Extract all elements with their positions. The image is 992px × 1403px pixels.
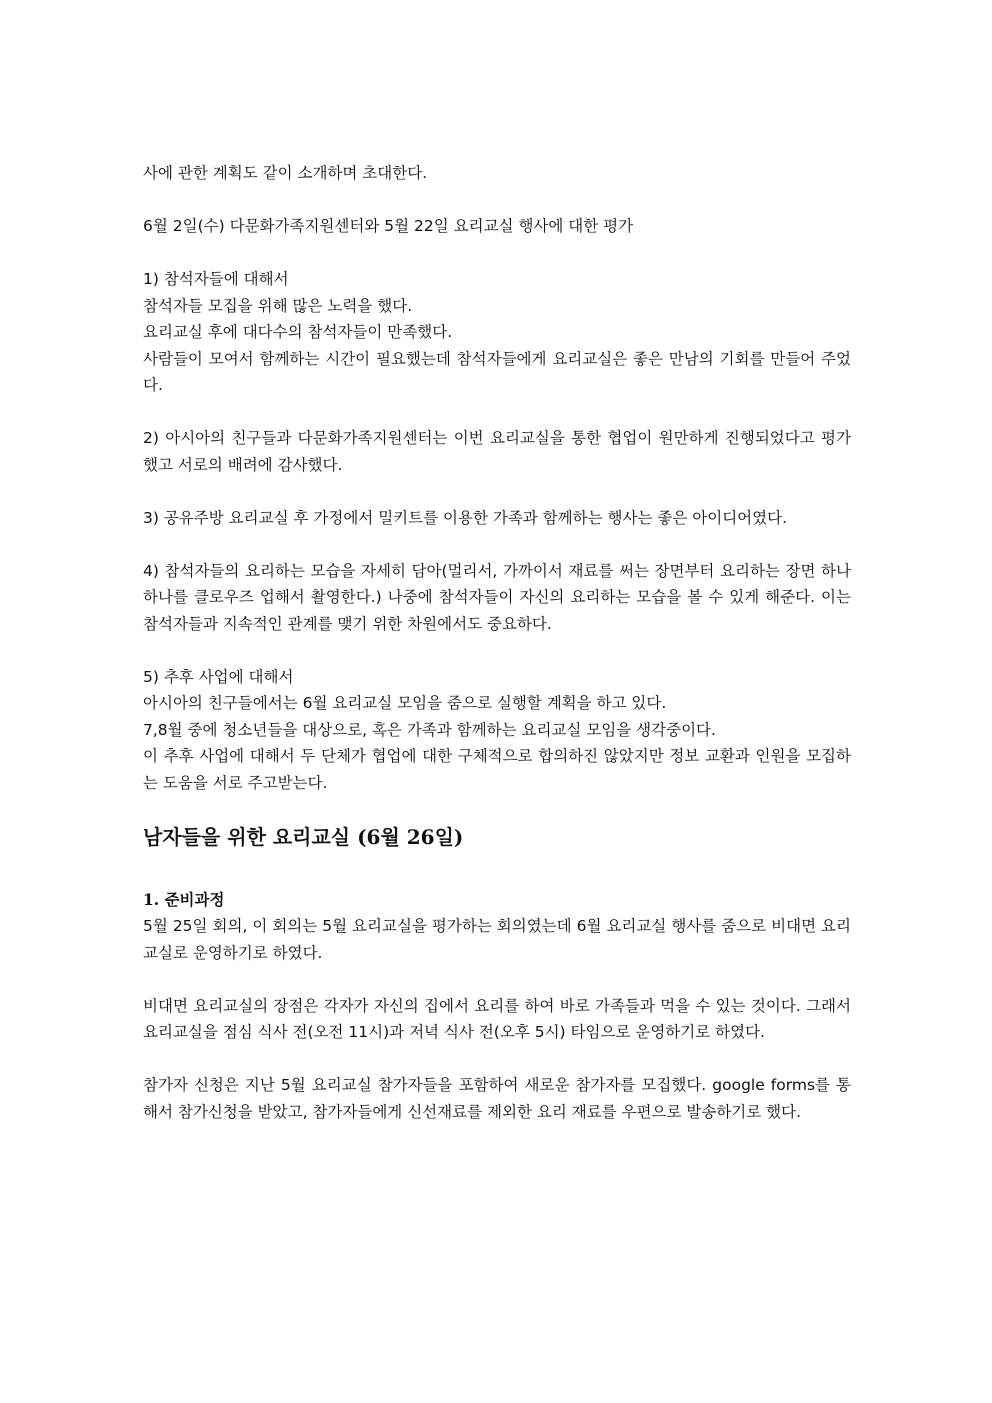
prep-paragraph: 5월 25일 회의, 이 회의는 5월 요리교실을 평가하는 회의였는데 6월 요리교실 행사를 줌으로 비대면 요리교실로 운영하기로 하였다.: [143, 917, 851, 962]
prep-paragraph: 참가자 신청은 지난 5월 요리교실 참가자들을 포함하여 새로운 참가자를 모집했다. google forms를 통해서 참가신청을 받았고, 참가자들에게 신선재료를 제외한 요리 재료를 우편으로 발송하기로 했다.: [143, 1076, 851, 1121]
section-mealkit: 3) 공유주방 요리교실 후 가정에서 밀키트를 이용한 가족과 함께하는 행사는 좋은 아이디어였다.: [143, 508, 788, 527]
section-future-line: 7,8월 중에 청소년들을 대상으로, 혹은 가족과 함께하는 요리교실 모임을 생각중이다.: [143, 720, 716, 739]
section-collaboration: 2) 아시아의 친구들과 다문화가족지원센터는 이번 요리교실을 통한 협업이 원만하게 진행되었다고 평가했고 서로의 배려에 감사했다.: [143, 429, 851, 474]
section-participants-line: 사람들이 모여서 함께하는 시간이 필요했는데 참석자들에게 요리교실은 좋은 만남의 기회를 만들어 주었다.: [143, 349, 851, 394]
prep-section: [143, 887, 851, 967]
prep-title: 1. 준비과정: [143, 889, 225, 909]
document-body: [143, 160, 851, 1152]
section-participants-line: 참석자들 모집을 위해 많은 노력을 했다.: [143, 296, 413, 315]
section-participants: [143, 266, 851, 399]
section-participants-line: 요리교실 후에 대다수의 참석자들이 만족했다.: [143, 323, 453, 341]
evaluation-title: 6월 2일(수) 다문화가족지원센터와 5월 22일 요리교실 행사에 대한 평가: [143, 217, 634, 235]
section-future-plans: [143, 664, 851, 797]
prep-paragraph: 비대면 요리교실의 장점은 각자가 자신의 집에서 요리를 하여 바로 가족들과 먹을 수 있는 것이다. 그래서 요리교실을 점심 식사 전(오전 11시)과 저녁 식사 전(오후 5시) 타임으로 운영하기로 하였다.: [143, 996, 851, 1041]
section-future-title: 5) 추후 사업에 대해서: [143, 667, 294, 686]
section-future-line: 아시아의 친구들에서는 6월 요리교실 모임을 줌으로 실행할 계획을 하고 있다.: [143, 694, 667, 712]
intro-paragraph: 사에 관한 계획도 같이 소개하며 초대한다.: [143, 164, 428, 182]
section-future-line: 이 추후 사업에 대해서 두 단체가 협업에 대한 구체적으로 합의하진 않았지만 정보 교환과 인원을 모집하는 도움을 서로 주고받는다.: [143, 747, 851, 792]
section-filming: 4) 참석자들의 요리하는 모습을 자세히 담아(멀리서, 가까이서 재료를 써는 장면부터 요리하는 장면 하나하나를 클로우즈 업해서 촬영한다.) 나중에 참석자들이 자신의 요리하는 모습을 볼 수 있게 해준다. 이는 참석자들과 지속적인 관계를 맺기 위한 차원에서도 중요하다.: [143, 561, 851, 633]
section-heading: 남자들을 위한 요리교실 (6월 26일): [143, 824, 464, 849]
section-participants-title: 1) 참석자들에 대해서: [143, 270, 289, 288]
